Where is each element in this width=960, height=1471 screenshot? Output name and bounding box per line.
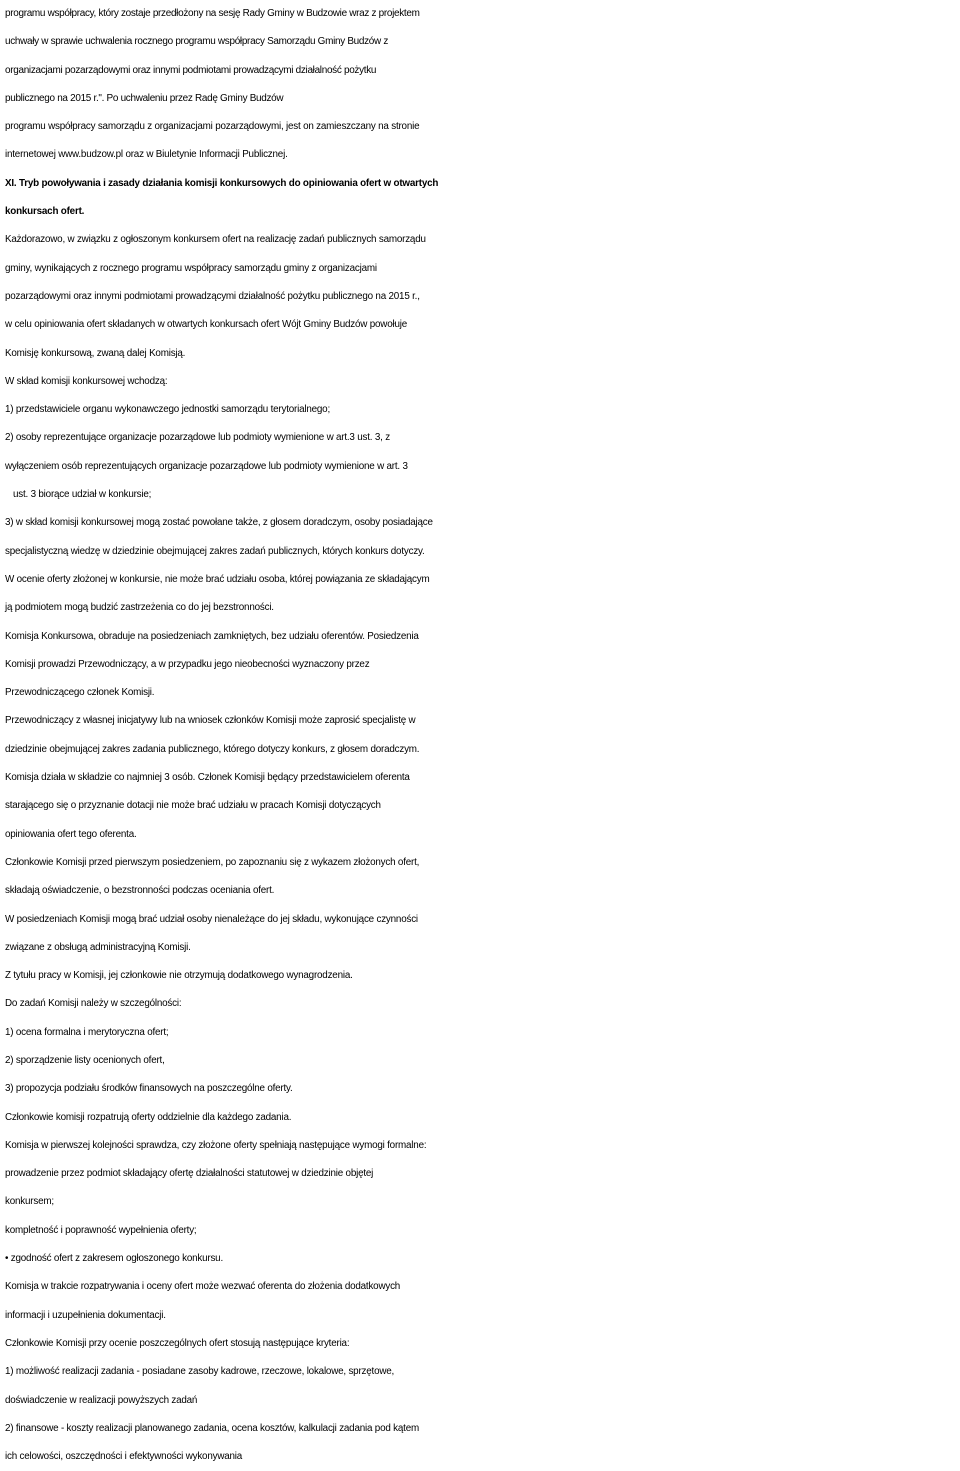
list-item: 2) osoby reprezentujące organizacje pozarządowe lub podmioty wymienione w art.3 ust. 3, z bbox=[5, 432, 390, 444]
text-line: W skład komisji konkursowej wchodzą: bbox=[5, 375, 168, 387]
text-line: związane z obsługą administracyjną Komisji. bbox=[5, 941, 191, 953]
text-line: Każdorazowo, w związku z ogłoszonym konkursem ofert na realizację zadań publicznych samorządu bbox=[5, 234, 426, 246]
text-line: dziedzinie obejmującej zakres zadania publicznego, którego dotyczy konkurs, z głosem doradczym. bbox=[5, 743, 420, 755]
text-line: gminy, wynikających z rocznego programu współpracy samorządu gminy z organizacjami bbox=[5, 262, 377, 274]
text-line: programu współpracy, który zostaje przedłożony na sesję Rady Gminy w Budzowie wraz z projektem bbox=[5, 8, 420, 19]
section-heading: konkursach ofert. bbox=[5, 206, 85, 218]
text-line: Przewodniczący z własnej inicjatywy lub na wniosek członków Komisji może zaprosić specjalistę w bbox=[5, 715, 416, 727]
list-item: 1) ocena formalna i merytoryczna ofert; bbox=[5, 1026, 169, 1038]
text-line: internetowej www.budzow.pl oraz w Biuletynie Informacji Publicznej. bbox=[5, 149, 288, 161]
text-line: organizacjami pozarządowymi oraz innymi podmiotami prowadzącymi działalność pożytku bbox=[5, 64, 377, 76]
list-item: ust. 3 biorące udział w konkursie; bbox=[13, 489, 152, 501]
text-line: w celu opiniowania ofert składanych w otwartych konkursach ofert Wójt Gminy Budzów powołuje bbox=[5, 319, 407, 331]
text-line: W posiedzeniach Komisji mogą brać udział osoby nienależące do jej składu, wykonujące czynności bbox=[5, 913, 418, 925]
text-line: publicznego na 2015 r.". Po uchwaleniu przez Radę Gminy Budzów bbox=[5, 92, 284, 104]
list-item: specjalistyczną wiedzę w dziedzinie obejmującej zakres zadań publicznych, których konkurs dotyczy. bbox=[5, 545, 425, 557]
text-line: informacji i uzupełnienia dokumentacji. bbox=[5, 1309, 166, 1321]
text-line: Przewodniczącego członek Komisji. bbox=[5, 687, 155, 699]
text-line: ją podmiotem mogą budzić zastrzeżenia co do jej bezstronności. bbox=[5, 602, 274, 614]
text-line: Członkowie komisji rozpatrują oferty oddzielnie dla każdego zadania. bbox=[5, 1111, 292, 1123]
text-line: uchwały w sprawie uchwalenia rocznego programu współpracy Samorządu Gminy Budzów z bbox=[5, 36, 389, 48]
text-line: Z tytułu pracy w Komisji, jej członkowie nie otrzymują dodatkowego wynagrodzenia. bbox=[5, 970, 353, 982]
text-line: Komisja w pierwszej kolejności sprawdza, czy złożone oferty spełniają następujące wymogi formalne: bbox=[5, 1139, 427, 1151]
text-line: Do zadań Komisji należy w szczególności: bbox=[5, 998, 182, 1010]
text-line: opiniowania ofert tego oferenta. bbox=[5, 828, 137, 840]
text-line: Komisji prowadzi Przewodniczący, a w przypadku jego nieobecności wyznaczony przez bbox=[5, 658, 370, 670]
text-line: Komisja w trakcie rozpatrywania i oceny ofert może wezwać oferenta do złożenia dodatkowych bbox=[5, 1281, 401, 1293]
list-item: 2) sporządzenie listy ocenionych ofert, bbox=[5, 1054, 165, 1066]
text-line: prowadzenie przez podmiot składający ofertę działalności statutowej w dziedzinie objętej bbox=[5, 1168, 374, 1180]
list-item: wyłączeniem osób reprezentujących organizacje pozarządowe lub podmioty wymienione w art. 3 bbox=[5, 460, 408, 472]
text-line: Komisję konkursową, zwaną dalej Komisją. bbox=[5, 347, 186, 359]
text-line: kompletność i poprawność wypełnienia oferty; bbox=[5, 1224, 197, 1236]
text-line: konkursem; bbox=[5, 1196, 54, 1208]
list-item: 1) możliwość realizacji zadania - posiadane zasoby kadrowe, rzeczowe, lokalowe, sprzętowe, bbox=[5, 1366, 395, 1378]
list-item: 2) finansowe - koszty realizacji planowanego zadania, ocena kosztów, kalkulacji zadania pod kątem bbox=[5, 1422, 419, 1434]
text-line: pozarządowymi oraz innymi podmiotami prowadzącymi działalność pożytku publicznego na 2015 r., bbox=[5, 290, 420, 302]
bullet-item: • zgodność ofert z zakresem ogłoszonego konkursu. bbox=[5, 1253, 223, 1265]
text-line: starającego się o przyznanie dotacji nie może brać udziału w pracach Komisji dotyczących bbox=[5, 800, 381, 812]
text-line: Członkowie Komisji przed pierwszym posiedzeniem, po zapoznaniu się z wykazem złożonych ofert, bbox=[5, 856, 420, 868]
text-line: składają oświadczenie, o bezstronności podczas oceniania ofert. bbox=[5, 885, 275, 897]
list-item: 1) przedstawiciele organu wykonawczego jednostki samorządu terytorialnego; bbox=[5, 404, 330, 416]
text-line: Członkowie Komisji przy ocenie poszczególnych ofert stosują następujące kryteria: bbox=[5, 1337, 350, 1349]
list-item: doświadczenie w realizacji powyższych zadań bbox=[5, 1394, 198, 1406]
section-heading: XI. Tryb powoływania i zasady działania komisji konkursowych do opiniowania ofert w otwartych bbox=[5, 177, 439, 189]
text-line: programu współpracy samorządu z organizacjami pozarządowymi, jest on zamieszczany na stronie bbox=[5, 121, 420, 133]
list-item: 3) propozycja podziału środków finansowych na poszczególne oferty. bbox=[5, 1083, 293, 1095]
text-line: Komisja Konkursowa, obraduje na posiedzeniach zamkniętych, bez udziału oferentów. Posiedzenia bbox=[5, 630, 419, 642]
text-line: Komisja działa w składzie co najmniej 3 osób. Członek Komisji będący przedstawicielem oferenta bbox=[5, 772, 410, 784]
list-item: 3) w skład komisji konkursowej mogą zostać powołane także, z głosem doradczym, osoby posiadające bbox=[5, 517, 433, 529]
text-line: W ocenie oferty złożonej w konkursie, nie może brać udziału osoba, której powiązania ze składającym bbox=[5, 573, 430, 585]
list-item: ich celowości, oszczędności i efektywności wykonywania bbox=[5, 1451, 243, 1463]
document-page bbox=[5, 0, 957, 1471]
